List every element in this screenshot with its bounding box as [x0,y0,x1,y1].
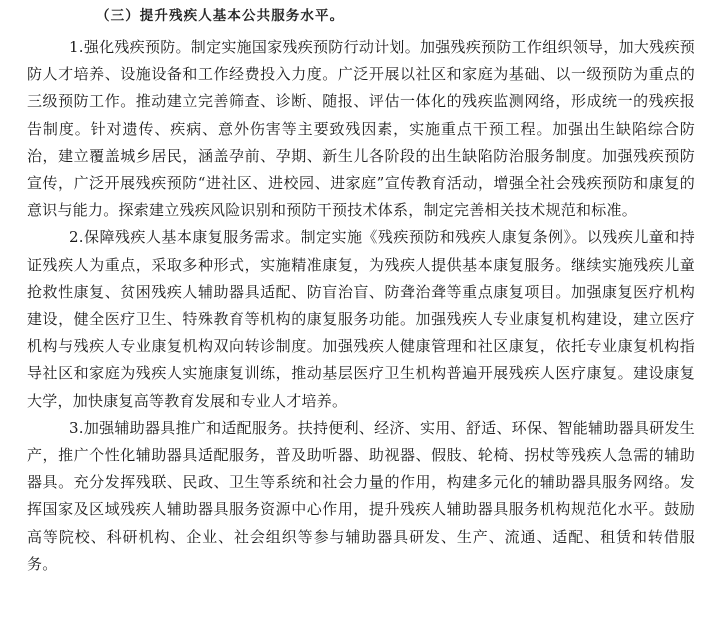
paragraph-rehabilitation-services: 2.保障残疾人基本康复服务需求。制定实施《残疾预防和残疾人康复条例》。以残疾儿童和持证残疾人为重点，采取多种形式，实施精准康复，为残疾人提供基本康复服务。继续实施残疾儿童抢救性康复、贫困残疾人辅助器具适配、防盲治盲、防聋治聋等重点康复项目。加强康复医疗机构建设，健全医疗卫生、特殊教育等机构的康复服务功能。加强残疾人专业康复机构建设，建立医疗机构与残疾人专业康复机构双向转诊制度。加强残疾人健康管理和社区康复，依托专业康复机构指导社区和家庭为残疾人实施康复训练，推动基层医疗卫生机构普遍开展残疾人医疗康复。建设康复大学，加快康复高等教育发展和专业人才培养。 [27,228,695,410]
document-body [27,34,695,578]
paragraph-disability-prevention: 1.强化残疾预防。制定实施国家残疾预防行动计划。加强残疾预防工作组织领导，加大残疾预防人才培养、设施设备和工作经费投入力度。广泛开展以社区和家庭为基础、以一级预防为重点的三级预防工作。推动建立完善筛查、诊断、随报、评估一体化的残疾监测网络，形成统一的残疾报告制度。针对遗传、疾病、意外伤害等主要致残因素，实施重点干预工程。加强出生缺陷综合防治，建立覆盖城乡居民，涵盖孕前、孕期、新生儿各阶段的出生缺陷防治服务制度。加强残疾预防宣传，广泛开展残疾预防“进社区、进校园、进家庭”宣传教育活动，增强全社会残疾预防和康复的意识与能力。探索建立残疾风险识别和预防干预技术体系，制定完善相关技术规范和标准。 [27,38,695,220]
paragraph-assistive-devices: 3.加强辅助器具推广和适配服务。扶持便利、经济、实用、舒适、环保、智能辅助器具研发生产，推广个性化辅助器具适配服务，普及助听器、助视器、假肢、轮椅、拐杖等残疾人急需的辅助器具。充分发挥残联、民政、卫生等系统和社会力量的作用，构建多元化的辅助器具服务网络。发挥国家及区域残疾人辅助器具服务资源中心作用，提升残疾人辅助器具服务机构规范化水平。鼓励高等院校、科研机构、企业、社会组织等参与辅助器具研发、生产、流通、适配、租赁和转借服务。 [27,418,695,573]
section-heading: （三）提升残疾人基本公共服务水平。 [96,8,345,24]
